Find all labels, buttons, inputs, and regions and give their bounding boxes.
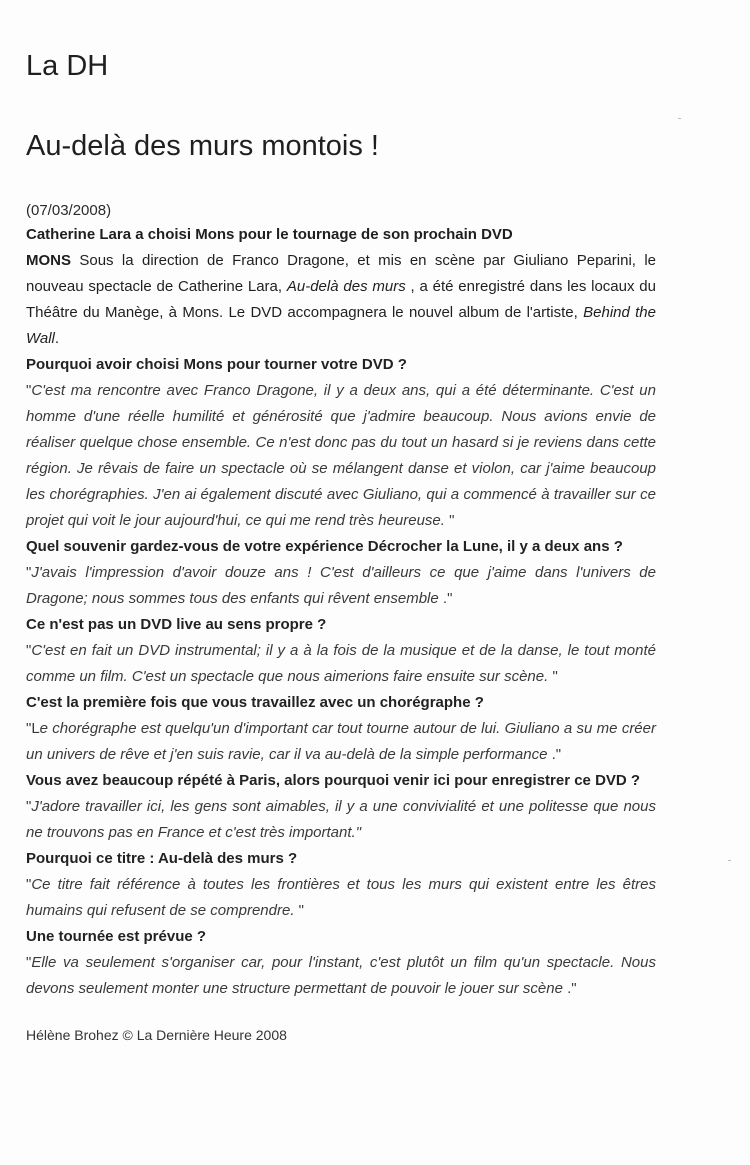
answer-text: J'avais l'impression d'avoir douze ans ! C'est d'ailleurs ce que j'aime dans l'univers de Dragone; nous sommes tous des enfants qui rêvent ensemble bbox=[26, 564, 656, 607]
credit-line: Hélène Brohez © La Dernière Heure 2008 bbox=[26, 1027, 287, 1043]
answer-open-quote: "L bbox=[26, 720, 40, 737]
answer bbox=[26, 872, 656, 924]
answer bbox=[26, 560, 656, 612]
answer-text: Ce titre fait référence à toutes les frontières et tous les murs qui existent entre les êtres humains qui refusent de se comprendre. bbox=[26, 876, 656, 919]
intro-text-3: . bbox=[54, 330, 60, 347]
answer-open-quote: " bbox=[26, 564, 32, 581]
answer-open-quote: " bbox=[26, 382, 32, 399]
answer-open-quote: " bbox=[26, 954, 32, 971]
question: Pourquoi ce titre : Au-delà des murs ? bbox=[26, 850, 298, 867]
answer-close-quote: " bbox=[548, 668, 558, 685]
answer-close-quote: " bbox=[444, 512, 455, 529]
answer-text: Elle va seulement s'organiser car, pour l'instant, c'est plutôt un film qu'un spectacle. Nous devons seulement monter une structure permettant de pouvoir le jouer sur scène bbox=[26, 954, 656, 997]
answer-text: e chorégraphe est quelqu'un d'important car tout tourne autour de lui. Giuliano a su me créer un univers de rêve et j'en suis ravie, car il va au-delà de la simple performance bbox=[26, 720, 656, 763]
question: Quel souvenir gardez-vous de votre expérience Décrocher la Lune, il y a deux ans ? bbox=[26, 538, 623, 555]
answer-close-quote: " bbox=[294, 902, 304, 919]
article-date: (07/03/2008) bbox=[26, 202, 112, 219]
article-lede: Catherine Lara a choisi Mons pour le tournage de son prochain DVD bbox=[26, 226, 513, 243]
answer-open-quote: " bbox=[26, 798, 32, 815]
scan-speck bbox=[678, 118, 681, 119]
scan-speck bbox=[728, 860, 731, 861]
answer bbox=[26, 378, 656, 534]
answer-open-quote: " bbox=[26, 642, 32, 659]
question: Vous avez beaucoup répété à Paris, alors pourquoi venir ici pour enregistrer ce DVD ? bbox=[26, 772, 641, 789]
dateline: MONS bbox=[26, 252, 71, 269]
answer bbox=[26, 716, 656, 768]
intro-text-1: Sous la direction de Franco Dragone, et mis en scène par Giuliano Peparini, le nouveau spectacle de Catherine Lara, bbox=[26, 252, 656, 295]
answer-open-quote: " bbox=[26, 876, 32, 893]
publication-name: La DH bbox=[26, 50, 109, 82]
intro-paragraph bbox=[26, 248, 656, 352]
question: Une tournée est prévue ? bbox=[26, 928, 207, 945]
album-title: Behind the Wall bbox=[26, 304, 656, 347]
answer-text: C'est ma rencontre avec Franco Dragone, il y a deux ans, qui a été déterminante. C'est un homme d'une réelle humilité et générosité que j'admire beaucoup. Nous avions envie de réaliser quelque chose ensemble. Ce n'est donc pas du tout un hasard si je reviens dans cette région. Je rêvais de faire un spectacle où se mélangent danse et violon, car j'aime beaucoup les chorégraphies. J'en ai également discuté avec Giuliano, qui a commencé à travailler sur ce projet qui voit le jour aujourd'hui, ce qui me rend très heureuse. bbox=[26, 382, 656, 529]
show-title: Au-delà des murs bbox=[286, 278, 406, 295]
answer-close-quote: ." bbox=[547, 746, 562, 763]
answer-text: J'adore travailler ici, les gens sont aimables, il y a une convivialité et une politesse que nous ne trouvons pas en France et c'est très important." bbox=[26, 798, 656, 841]
answer-close-quote: ." bbox=[438, 590, 453, 607]
question: Ce n'est pas un DVD live au sens propre ? bbox=[26, 616, 327, 633]
intro-text-2: , a été enregistré dans les locaux du Théâtre du Manège, à Mons. Le DVD accompagnera le nouvel album de l'artiste, bbox=[26, 278, 656, 321]
answer bbox=[26, 638, 656, 690]
question: C'est la première fois que vous travaillez avec un chorégraphe ? bbox=[26, 694, 484, 711]
answer bbox=[26, 794, 656, 846]
article bbox=[26, 48, 656, 1046]
answer bbox=[26, 950, 656, 1002]
question: Pourquoi avoir choisi Mons pour tourner votre DVD ? bbox=[26, 356, 407, 373]
answer-text: C'est en fait un DVD instrumental; il y a à la fois de la musique et de la danse, le tout monté comme un film. C'est un spectacle que nous aimerions faire ensuite sur scène. bbox=[26, 642, 656, 685]
article-headline: Au-delà des murs montois ! bbox=[26, 130, 379, 162]
answer-close-quote: ." bbox=[562, 980, 577, 997]
